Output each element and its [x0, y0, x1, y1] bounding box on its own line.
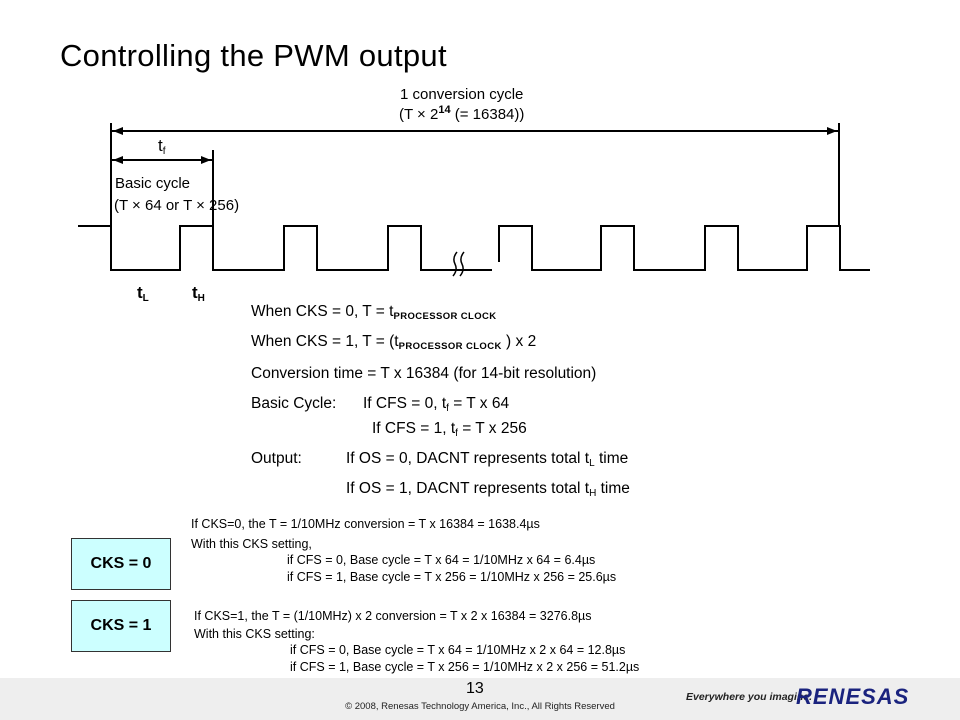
- cks0-box: CKS = 0: [71, 538, 171, 590]
- cks1-line3: if CFS = 0, Base cycle = T x 64 = 1/10MHz x 2 x 64 = 12.8µs: [290, 643, 626, 657]
- page-title: Controlling the PWM output: [60, 38, 447, 73]
- cks1-line1: If CKS=1, the T = (1/10MHz) x 2 conversion = T x 2 x 16384 = 3276.8µs: [194, 609, 592, 623]
- output-os0: If OS = 0, DACNT represents total $t_L$ time: [346, 450, 629, 469]
- cks0-line1: If CKS=0, the T = 1/10MHz conversion = T x 16384 = 1638.4µs: [191, 517, 540, 531]
- basic-cycle-heading: Basic Cycle:: [251, 395, 337, 412]
- arrowheads: [113, 127, 837, 164]
- basic-cycle-cfs1: If CFS = 1, $t_f = T$ x 256: [372, 420, 527, 439]
- page-number: 13: [466, 680, 484, 697]
- arrowhead-right: [827, 127, 837, 135]
- basic-cycle-cfs0: If CFS = 0, $t_f = T$ x 64: [363, 395, 510, 414]
- cks1-line4: if CFS = 1, Base cycle = T x 256 = 1/10MHz x 2 x 256 = 51.2µs: [290, 660, 640, 674]
- th-label: $t_H$: [192, 283, 205, 304]
- cks0-line2: With this CKS setting,: [191, 537, 312, 551]
- cks1-line2: With this CKS setting:: [194, 627, 315, 641]
- tf-label: $t_f$: [158, 136, 166, 157]
- cks0-definition: When CKS = 0, $T = t_{PROCESSOR CLOCK}$: [251, 303, 497, 322]
- tagline: Everywhere you imagine.: [686, 691, 813, 703]
- output-heading: Output:: [251, 450, 302, 467]
- renesas-logo: RENESAS: [796, 684, 910, 709]
- cks1-box: CKS = 1: [71, 600, 171, 652]
- cks0-line3: if CFS = 0, Base cycle = T x 64 = 1/10MHz x 64 = 6.4µs: [287, 553, 596, 567]
- conversion-cycle-label: 1 conversion cycle: [400, 86, 524, 103]
- pwm-waveform: [78, 226, 870, 270]
- basic-cycle-label: Basic cycle: [115, 175, 191, 192]
- conversion-time: Conversion time = T x 16384 (for 14-bit resolution): [251, 365, 597, 382]
- arrowhead-left: [113, 127, 123, 135]
- conversion-cycle-formula: ($T \times 2^{14}$ (= 16384)): [399, 104, 525, 123]
- break-symbol: [453, 252, 464, 276]
- tl-label: $t_L$: [137, 283, 149, 304]
- output-os1: If OS = 1, DACNT represents total $t_H$ time: [346, 480, 630, 499]
- cks0-line4: if CFS = 1, Base cycle = T x 256 = 1/10MHz x 256 = 25.6µs: [287, 570, 617, 584]
- copyright: © 2008, Renesas Technology America, Inc., All Rights Reserved: [345, 701, 615, 712]
- cks1-definition: When CKS = 1, $T = (t_{PROCESSOR CLOCK}$ ) x 2: [251, 333, 537, 352]
- basic-cycle-formula: (T × 64 or T × 256): [114, 197, 240, 214]
